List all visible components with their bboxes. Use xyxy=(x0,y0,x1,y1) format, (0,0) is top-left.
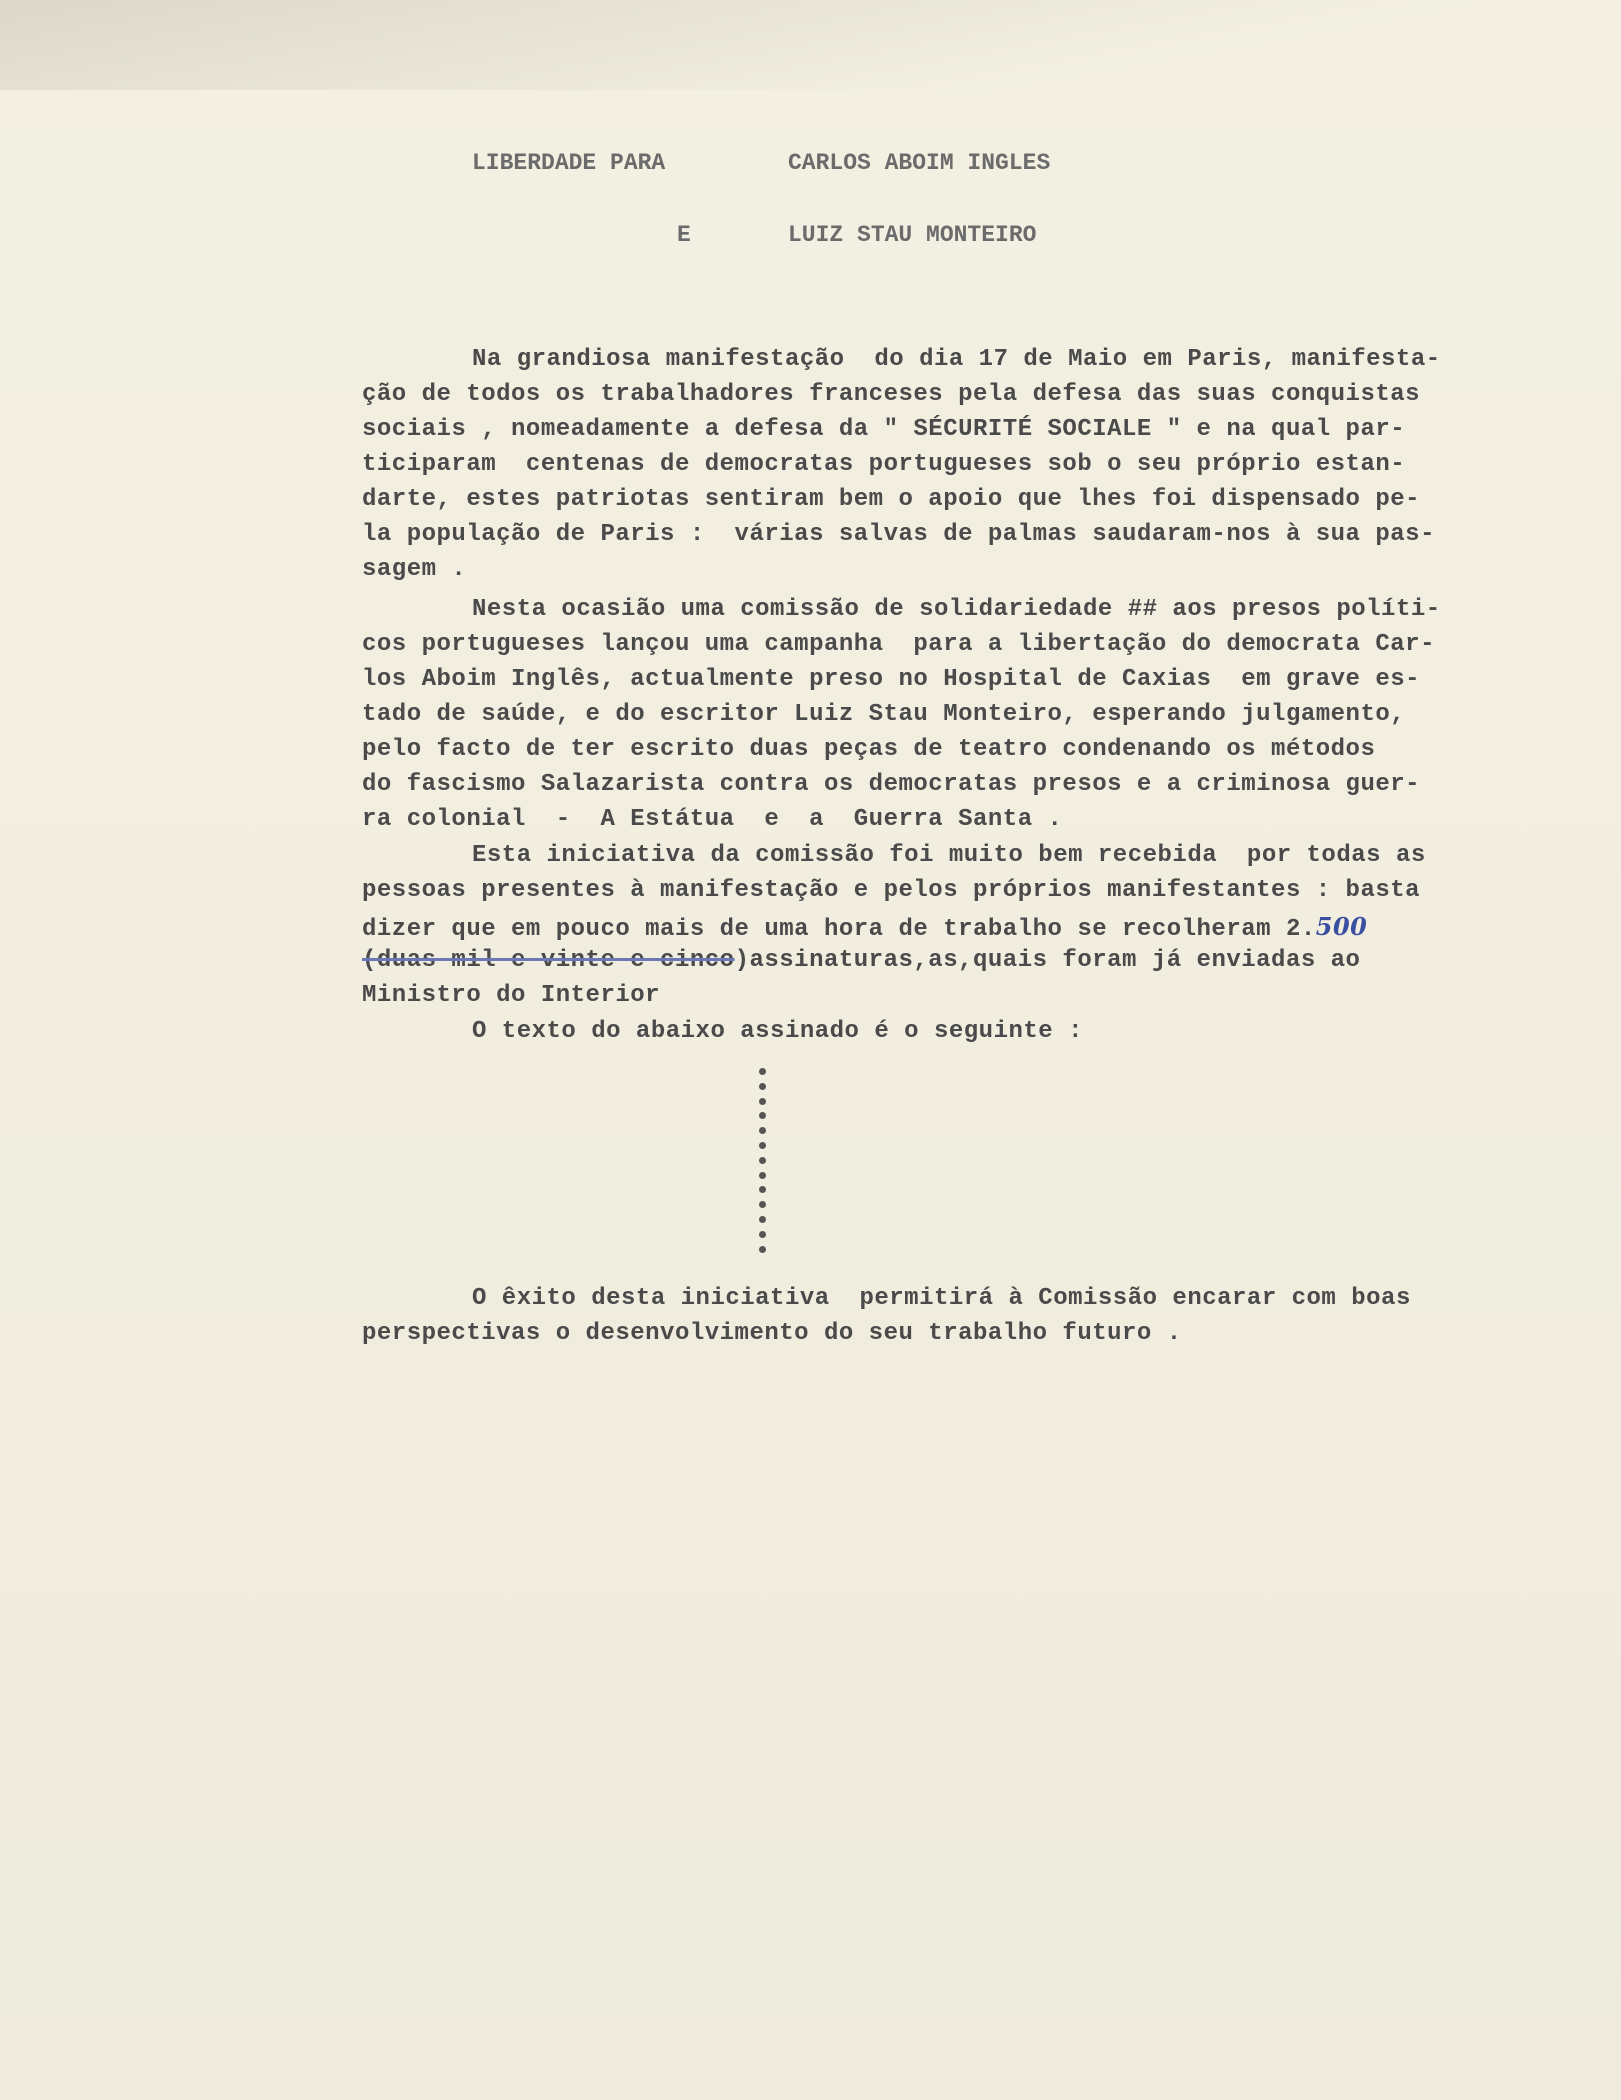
p3-line-4-text: )assinaturas,as,quais foram já enviadas ao xyxy=(734,947,1361,974)
p1-line-5: darte, estes patriotas sentiram bem o apoio que lhes foi dispensado pe- xyxy=(362,486,1421,513)
p1-line-4: ticiparam centenas de democratas portugueses sob o seu próprio estan- xyxy=(362,451,1406,478)
p2-line-6: do fascismo Salazarista contra os democratas presos e a criminosa guer- xyxy=(362,771,1421,798)
struck-out-text: (duas mil e vinte e cinco xyxy=(362,947,735,974)
p3-line-5: Ministro do Interior xyxy=(362,982,661,1009)
paper-fold-shadow xyxy=(0,0,1621,90)
p3-line-3 xyxy=(362,912,1367,943)
p5-line-2: perspectivas o desenvolvimento do seu trabalho futuro . xyxy=(362,1320,1182,1347)
p2-line-5: pelo facto de ter escrito duas peças de teatro condenando os métodos xyxy=(362,736,1376,763)
p2-line-4: tado de saúde, e do escritor Luiz Stau Monteiro, esperando julgamento, xyxy=(362,701,1406,728)
p1-line-2: ção de todos os trabalhadores franceses pela defesa das suas conquistas xyxy=(362,381,1421,408)
p1-line-6: la população de Paris : várias salvas de palmas saudaram-nos à sua pas- xyxy=(362,521,1435,548)
p1-line-7: sagem . xyxy=(362,556,467,583)
p2-line-3: los Aboim Inglês, actualmente preso no Hospital de Caxias em grave es- xyxy=(362,666,1421,693)
p3-line-1: Esta iniciativa da comissão foi muito bem recebida por todas as xyxy=(472,842,1426,869)
handwritten-correction: 500 xyxy=(1315,912,1368,941)
p3-line-3-text: dizer que em pouco mais de uma hora de trabalho se recolheram 2. xyxy=(362,916,1316,943)
p2-line-1: Nesta ocasião uma comissão de solidariedade ## aos presos políti- xyxy=(472,596,1441,623)
p3-line-2: pessoas presentes à manifestação e pelos próprios manifestantes : basta xyxy=(362,877,1421,904)
header-liberdade: LIBERDADE PARA xyxy=(472,150,666,176)
p2-line-2: cos portugueses lançou uma campanha para a libertação do democrata Car- xyxy=(362,631,1435,658)
header-name-1: CARLOS ABOIM INGLES xyxy=(788,150,1051,176)
header-name-2: LUIZ STAU MONTEIRO xyxy=(788,222,1037,248)
p1-line-1: Na grandiosa manifestação do dia 17 de Maio em Paris, manifesta- xyxy=(472,346,1441,373)
dotted-separator xyxy=(759,1068,769,1260)
header-conjunction: E xyxy=(677,222,691,248)
p5-line-1: O êxito desta iniciativa permitirá à Comissão encarar com boas xyxy=(472,1285,1411,1312)
p3-line-4 xyxy=(362,947,1360,974)
p2-line-7: ra colonial - A Estátua e a Guerra Santa . xyxy=(362,806,1063,833)
p1-line-3: sociais , nomeadamente a defesa da " SÉCURITÉ SOCIALE " e na qual par- xyxy=(362,416,1406,443)
p4-line-1: O texto do abaixo assinado é o seguinte : xyxy=(472,1018,1083,1045)
